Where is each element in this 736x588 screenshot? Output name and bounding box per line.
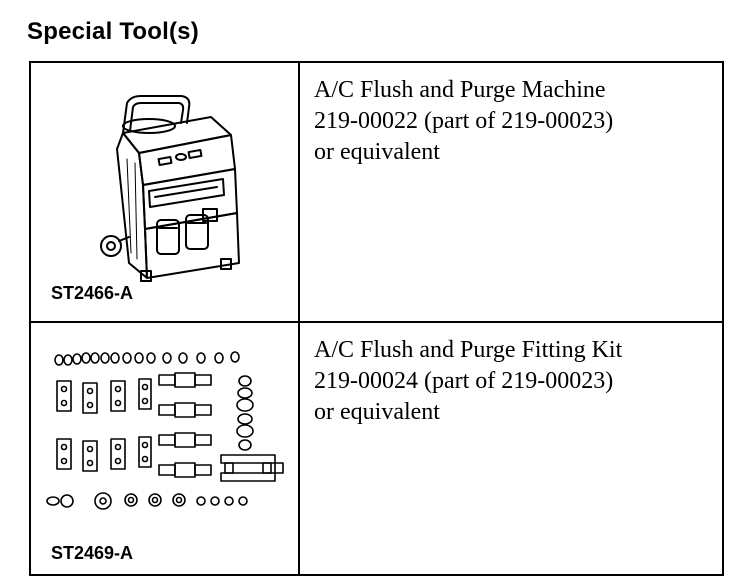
tool-image-cell [31,63,300,321]
special-tools-table [29,61,724,576]
tool-equivalent-note: or equivalent [314,139,440,165]
tool-description [314,335,622,428]
o-ring-row [55,352,239,365]
nut-washer-row [47,493,247,509]
stacked-fittings [237,376,253,450]
tool-code: ST2469-A [51,543,134,563]
block-adapters-upper [57,379,151,413]
tool-description-cell [300,323,722,574]
tool-image-cell [31,323,300,574]
tool-name: A/C Flush and Purge Machine [314,77,606,103]
fitting-kit-illustration [31,323,296,576]
tool-row-flush-purge-machine [31,63,722,323]
tool-part-number: 219-00022 (part of 219-00023) [314,108,614,134]
tool-description [314,75,613,168]
tool-code: ST2466-A [51,283,134,303]
tool-equivalent-note: or equivalent [314,399,440,425]
page-heading: Special Tool(s) [27,18,199,45]
tool-row-fitting-kit [31,323,722,574]
tool-name: A/C Flush and Purge Fitting Kit [314,337,623,363]
manifold-bracket [221,455,283,481]
tool-description-cell [300,63,722,321]
block-adapters-lower [57,437,151,471]
tool-part-number: 219-00024 (part of 219-00023) [314,368,614,394]
hose-connectors [159,373,211,477]
